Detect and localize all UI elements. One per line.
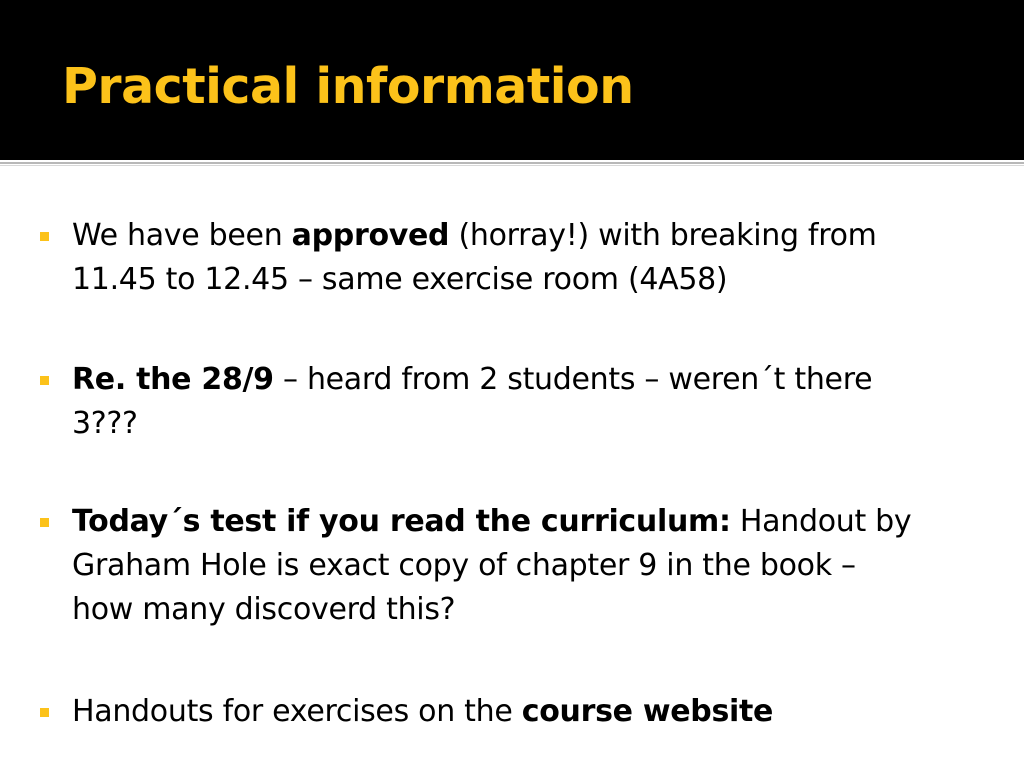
bullet-bold-text: course website xyxy=(521,694,774,729)
bullet-bold-text: Re. the 28/9 xyxy=(72,362,274,397)
square-bullet-icon xyxy=(40,708,49,717)
bullet-bold-text: Today´s test if you read the curriculum: xyxy=(72,504,731,539)
bullet-item-students xyxy=(38,358,872,446)
title-divider xyxy=(0,162,1024,164)
bullet-item-test xyxy=(38,500,911,632)
bullet-bold-text: approved xyxy=(291,218,450,253)
bullet-text: Handouts for exercises on the xyxy=(72,694,522,729)
title-divider-shadow xyxy=(0,165,1024,166)
bullet-text-line2: 11.45 to 12.45 – same exercise room (4A58) xyxy=(72,262,728,297)
bullet-text: We have been xyxy=(72,218,292,253)
bullet-text-line3: how many discoverd this? xyxy=(72,592,456,627)
bullet-item-approved xyxy=(38,214,877,302)
bullet-text-line2: Graham Hole is exact copy of chapter 9 in the book – xyxy=(72,548,856,583)
bullet-text: – heard from 2 students – weren´t there xyxy=(273,362,873,397)
square-bullet-icon xyxy=(40,376,49,385)
square-bullet-icon xyxy=(40,518,49,527)
bullet-text: (horray!) with breaking from xyxy=(449,218,877,253)
bullet-text: Handout by xyxy=(730,504,912,539)
bullet-item-handouts xyxy=(38,690,773,734)
title-band xyxy=(0,0,1024,160)
square-bullet-icon xyxy=(40,232,49,241)
slide-title: Practical information xyxy=(62,58,634,115)
bullet-text-line2: 3??? xyxy=(72,406,138,441)
